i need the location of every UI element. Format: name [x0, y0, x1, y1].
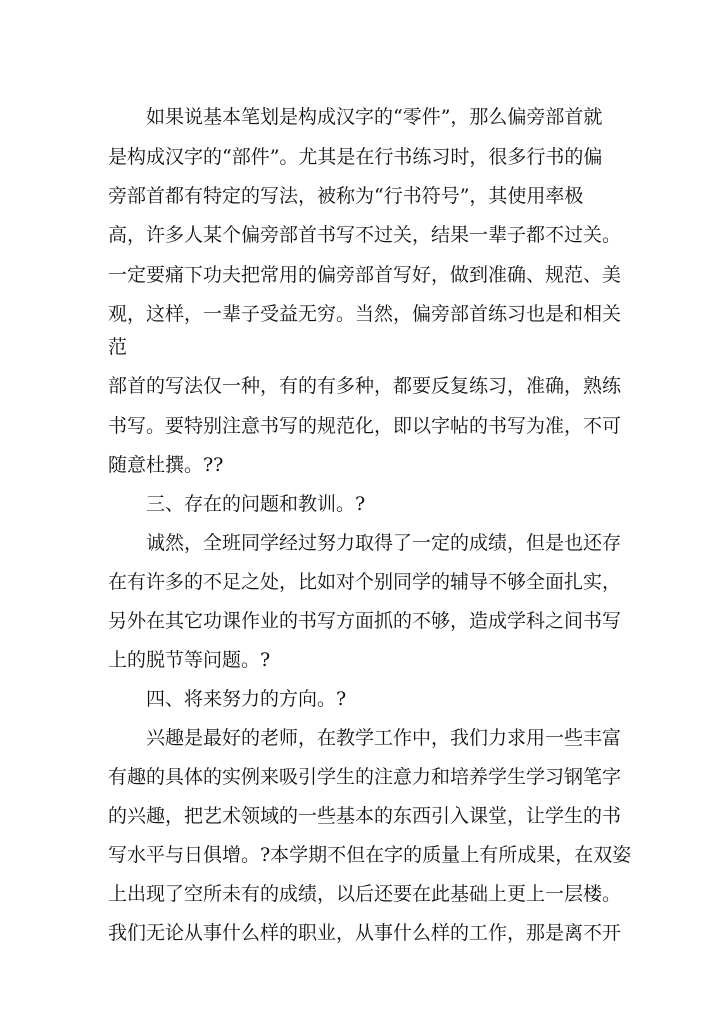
- paragraph-line: 观，这样，一辈子受益无穷。当然，偏旁部首练习也是和相关: [108, 303, 622, 325]
- paragraph-line: 另外在其它功课作业的书写方面抓的不够，造成学科之间书写: [108, 610, 622, 632]
- paragraph-line: 书写。要特别注意书写的规范化，即以字帖的书写为准，不可: [108, 415, 622, 437]
- paragraph-line: 诚然，全班同学经过努力取得了一定的成绩，但是也还存: [146, 532, 622, 554]
- paragraph-line: 写水平与日俱增。?本学期不但在字的质量上有所成果，在双姿: [108, 844, 632, 866]
- paragraph-line: 是构成汉字的“部件”。尤其是在行书练习时，很多行书的偏: [108, 146, 603, 168]
- paragraph-line: 范: [108, 336, 128, 358]
- paragraph-line: 我们无论从事什么样的职业，从事什么样的工作，那是离不开: [108, 922, 622, 944]
- paragraph-line: 随意杜撰。??: [108, 454, 224, 476]
- paragraph-line: 兴趣是最好的老师，在教学工作中，我们力求用一些丰富: [146, 727, 622, 749]
- paragraph-line: 上的脱节等问题。?: [108, 649, 271, 671]
- paragraph-line: 旁部首都有特定的写法，被称为“行书符号”，其使用率极: [108, 185, 584, 207]
- paragraph-line: 如果说基本笔划是构成汉字的“零件”，那么偏旁部首就: [146, 106, 603, 128]
- paragraph-line: 部首的写法仅一种，有的有多种，都要反复练习，准确，熟练: [108, 375, 622, 397]
- paragraph-line: 上出现了空所未有的成绩，以后还要在此基础上更上一层楼。: [108, 883, 622, 905]
- paragraph-line: 高，许多人某个偏旁部首书写不过关，结果一辈子都不过关。: [108, 224, 622, 246]
- paragraph-line: 一定要痛下功夫把常用的偏旁部首写好，做到准确、规范、美: [108, 264, 622, 286]
- paragraph-line: 有趣的具体的实例来吸引学生的注意力和培养学生学习钢笔字: [108, 766, 622, 788]
- section-heading: 三、存在的问题和教训。?: [146, 493, 366, 515]
- paragraph-line: 的兴趣，把艺术领域的一些基本的东西引入课堂，让学生的书: [108, 805, 622, 827]
- section-heading: 四、将来努力的方向。?: [146, 688, 347, 710]
- paragraph-line: 在有许多的不足之处，比如对个别同学的辅导不够全面扎实，: [108, 571, 622, 593]
